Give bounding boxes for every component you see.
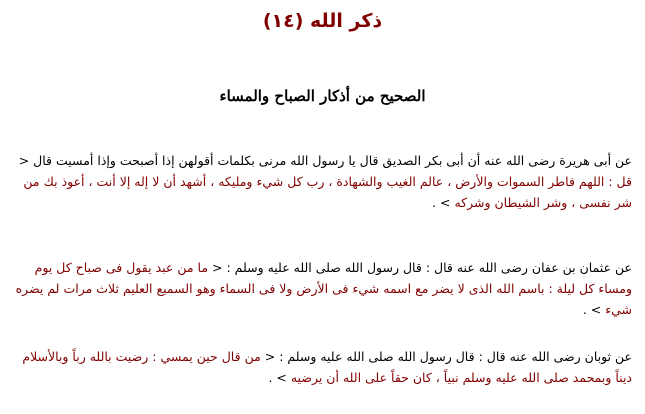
hadith-paragraph-1 bbox=[8, 150, 632, 213]
hadith-paragraph-2 bbox=[8, 257, 632, 320]
hadith-narration: عن ثوبان رضى الله عنه قال : قال رسول الله صلى الله عليه وسلم : < bbox=[260, 349, 632, 364]
hadith-dhikr: قل : اللهم فاطر السموات والأرض ، عالم الغيب والشهادة ، رب كل شيء ومليكه ، أشهد أن لا إله إلا أنت ، أعوذ بك من شر نفسى ، وشر الشيطان وشركه bbox=[23, 174, 632, 210]
hadith-closing: > . bbox=[432, 195, 455, 210]
hadith-dhikr: من قال حين يمسي : رضيت بالله رباً وبالأسلام ديناً وبمحمد صلى الله عليه وسلم نبياً ، كان حقاً على الله أن يرضيه bbox=[22, 349, 632, 385]
hadith-narration: عن أبى هريرة رضى الله عنه أن أبى بكر الصديق قال يا رسول الله مرنى بكلمات أقولهن إذا أصبحت وإذا أمسيت قال < bbox=[18, 153, 632, 168]
hadith-dhikr: ما من عبد يقول فى صباح كل يوم ومساء كل ليلة : باسم الله الذى لا يضر مع اسمه شيء فى الأرض ولا فى السماء وهو السميع العليم ثلاث مرات لم يضره شيء bbox=[15, 260, 632, 317]
hadith-narration: عن عثمان بن عفان رضى الله عنه قال : قال رسول الله صلى الله عليه وسلم : < bbox=[208, 260, 632, 275]
hadith-closing: > . bbox=[582, 302, 606, 317]
page-subtitle: الصحيح من أذكار الصباح والمساء bbox=[219, 87, 426, 105]
hadith-paragraph-3 bbox=[8, 346, 632, 388]
page-title: ذكر الله (١٤) bbox=[262, 10, 383, 32]
hadith-closing: > . bbox=[268, 370, 291, 385]
